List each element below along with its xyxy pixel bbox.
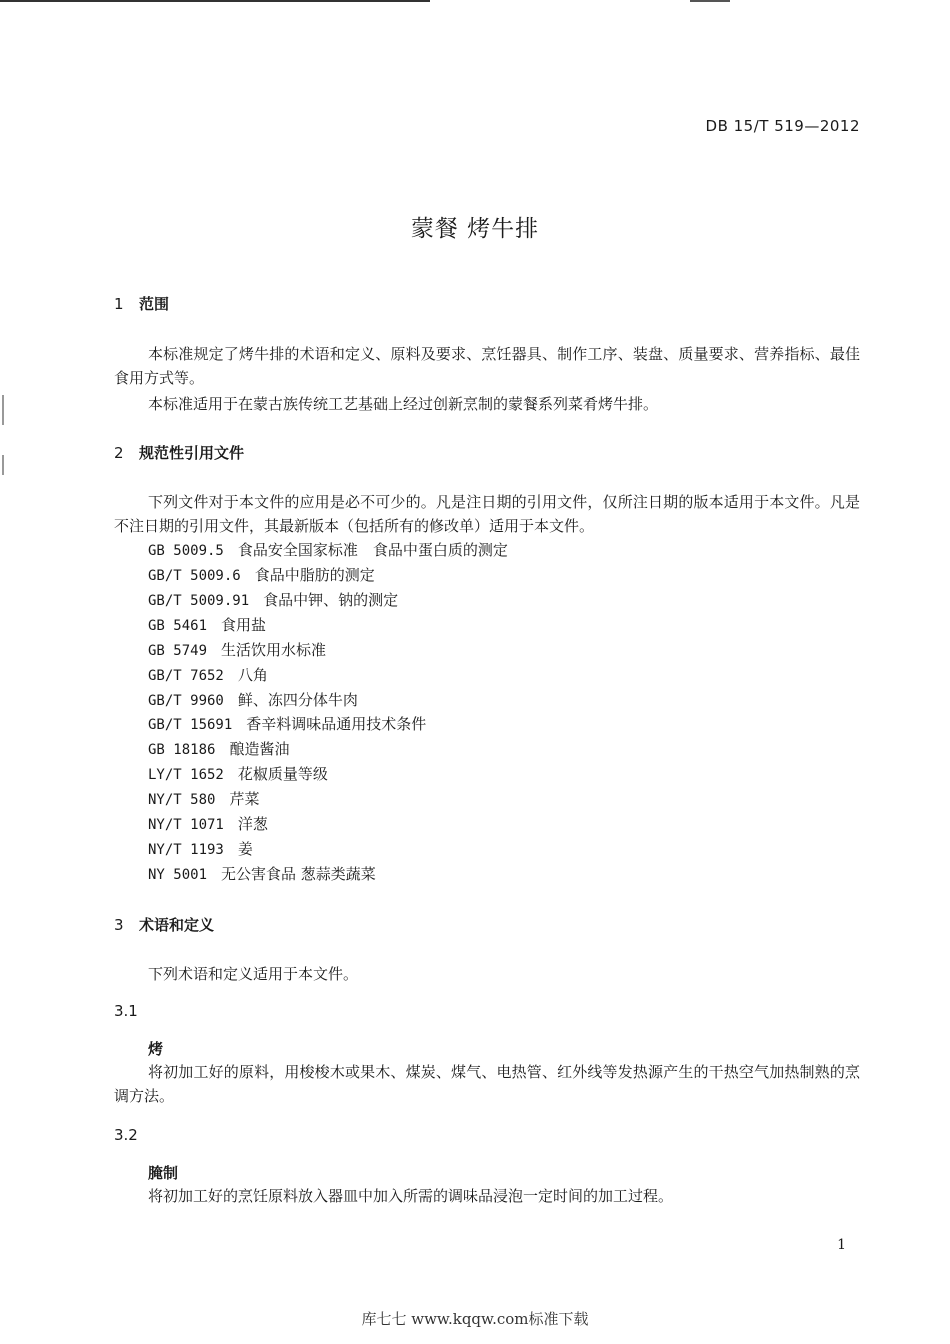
terms-intro: 下列术语和定义适用于本文件。 bbox=[148, 965, 359, 983]
section-number: 3 bbox=[114, 916, 124, 934]
reference-title: 食用盐 bbox=[221, 616, 267, 634]
document-title: 蒙餐 烤牛排 bbox=[410, 216, 540, 242]
reference-code: GB 18186 bbox=[148, 742, 216, 758]
reference-item bbox=[148, 739, 289, 760]
section-number: 1 bbox=[114, 295, 124, 313]
reference-item bbox=[148, 615, 266, 636]
reference-item bbox=[148, 665, 268, 686]
reference-code: GB/T 5009.91 bbox=[148, 593, 250, 609]
top-border-mark bbox=[690, 0, 730, 2]
reference-code: NY/T 1071 bbox=[148, 817, 224, 833]
section-heading-terms-definitions bbox=[114, 914, 214, 935]
scan-mark bbox=[2, 395, 4, 425]
section-title: 术语和定义 bbox=[139, 916, 215, 934]
references-intro: 下列文件对于本文件的应用是必不可少的。凡是注日期的引用文件，仅所注日期的版本适用于本文件。凡是不注日期的引用文件，其最新版本（包括所有的修改单）适用于本文件。 bbox=[114, 493, 860, 535]
reference-title: 食品中脂肪的测定 bbox=[254, 566, 375, 584]
scope-paragraph-2: 本标准适用于在蒙古族传统工艺基础上经过创新烹制的蒙餐系列菜肴烤牛排。 bbox=[148, 395, 659, 413]
reference-code: GB 5749 bbox=[148, 643, 208, 659]
scope-paragraph-1: 本标准规定了烤牛排的术语和定义、原料及要求、烹饪器具、制作工序、装盘、质量要求、营养指标、最佳食用方式等。 bbox=[114, 345, 860, 387]
term-name: 腌制 bbox=[148, 1164, 179, 1182]
clause-number: 3.1 bbox=[114, 1002, 138, 1020]
reference-item bbox=[148, 690, 358, 711]
footer-watermark: 库七七 www.kqqw.com标准下载 bbox=[361, 1310, 589, 1328]
section-title: 规范性引用文件 bbox=[139, 444, 245, 462]
reference-title: 酿造酱油 bbox=[229, 740, 290, 758]
reference-item bbox=[148, 789, 259, 810]
reference-title: 姜 bbox=[237, 840, 253, 858]
section-heading-normative-references bbox=[114, 442, 244, 463]
reference-item bbox=[148, 640, 326, 661]
clause-number: 3.2 bbox=[114, 1126, 138, 1144]
scan-mark bbox=[2, 455, 4, 475]
term-name: 烤 bbox=[148, 1040, 164, 1058]
reference-item bbox=[148, 540, 508, 561]
reference-title: 无公害食品 葱蒜类蔬菜 bbox=[221, 865, 376, 883]
reference-title: 鲜、冻四分体牛肉 bbox=[237, 691, 358, 709]
reference-title: 花椒质量等级 bbox=[237, 765, 328, 783]
term-definition: 将初加工好的烹饪原料放入器皿中加入所需的调味品浸泡一定时间的加工过程。 bbox=[148, 1187, 674, 1205]
reference-title: 香辛料调味品通用技术条件 bbox=[246, 715, 427, 733]
top-border-line bbox=[0, 0, 430, 2]
term-definition: 将初加工好的原料，用梭梭木或果木、煤炭、煤气、电热管、红外线等发热源产生的干热空气加热制熟的烹调方法。 bbox=[114, 1063, 860, 1105]
reference-title: 食品安全国家标准 食品中蛋白质的测定 bbox=[237, 541, 508, 559]
reference-code: NY/T 1193 bbox=[148, 842, 224, 858]
reference-code: GB/T 7652 bbox=[148, 668, 224, 684]
section-title: 范围 bbox=[139, 295, 170, 313]
reference-title: 生活饮用水标准 bbox=[221, 641, 327, 659]
section-number: 2 bbox=[114, 444, 124, 462]
reference-item bbox=[148, 565, 375, 586]
reference-item bbox=[148, 590, 398, 611]
reference-code: GB 5461 bbox=[148, 618, 208, 634]
reference-item bbox=[148, 714, 426, 735]
reference-title: 洋葱 bbox=[237, 815, 268, 833]
reference-item bbox=[148, 864, 376, 885]
reference-code: GB/T 5009.6 bbox=[148, 568, 241, 584]
reference-code: GB 5009.5 bbox=[148, 543, 224, 559]
reference-code: NY/T 580 bbox=[148, 792, 216, 808]
reference-title: 八角 bbox=[237, 666, 268, 684]
section-heading-scope bbox=[114, 293, 169, 314]
reference-item bbox=[148, 839, 253, 860]
reference-code: LY/T 1652 bbox=[148, 767, 224, 783]
reference-code: GB/T 9960 bbox=[148, 693, 224, 709]
page-number: 1 bbox=[837, 1237, 846, 1253]
reference-item bbox=[148, 764, 328, 785]
reference-item bbox=[148, 814, 268, 835]
reference-code: NY 5001 bbox=[148, 867, 208, 883]
reference-code: GB/T 15691 bbox=[148, 717, 233, 733]
reference-title: 食品中钾、钠的测定 bbox=[263, 591, 399, 609]
reference-title: 芹菜 bbox=[229, 790, 260, 808]
document-code: DB 15/T 519—2012 bbox=[705, 117, 860, 135]
